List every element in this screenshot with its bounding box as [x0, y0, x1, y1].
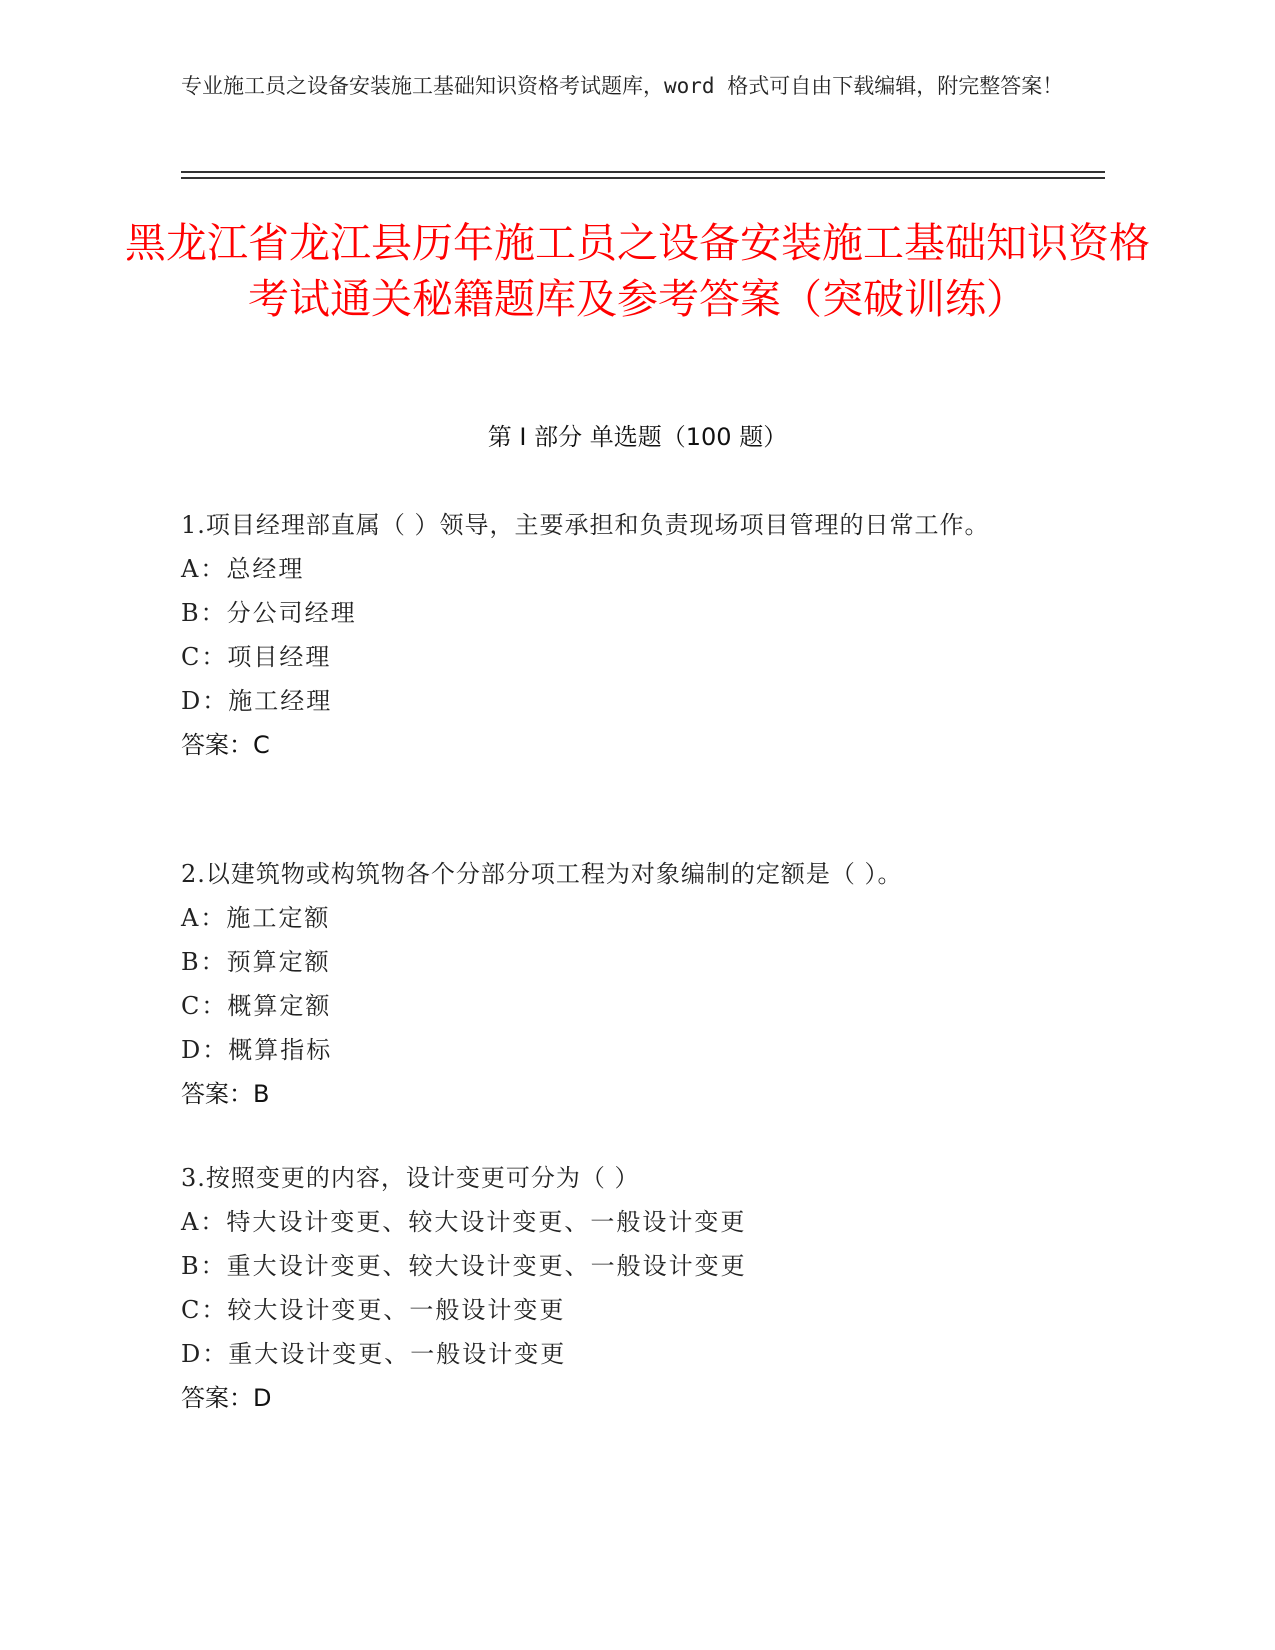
- question-block: [181, 503, 1041, 767]
- option-a: A：施工定额: [181, 904, 331, 932]
- header-divider-top: [181, 171, 1105, 173]
- option-d: D：施工经理: [181, 687, 333, 715]
- option-c: C：概算定额: [181, 992, 332, 1020]
- question-block: [181, 852, 1041, 1116]
- option-b: B：分公司经理: [181, 599, 357, 627]
- question-stem: 3.按照变更的内容，设计变更可分为（ ）: [181, 1164, 640, 1192]
- option-d: D：概算指标: [181, 1036, 333, 1064]
- header-divider-bottom: [181, 177, 1105, 179]
- page-header-intro: 专业施工员之设备安装施工基础知识资格考试题库，word 格式可自由下载编辑，附完整答案！: [181, 74, 1064, 98]
- option-b: B：重大设计变更、较大设计变更、一般设计变更: [181, 1252, 747, 1280]
- option-d: D：重大设计变更、一般设计变更: [181, 1340, 567, 1368]
- option-c: C：较大设计变更、一般设计变更: [181, 1296, 566, 1324]
- question-stem: 1.项目经理部直属（ ）领导，主要承担和负责现场项目管理的日常工作。: [181, 511, 990, 539]
- answer: 答案：C: [181, 731, 270, 759]
- option-a: A：总经理: [181, 555, 305, 583]
- answer: 答案：B: [181, 1080, 270, 1108]
- document-title: 黑龙江省龙江县历年施工员之设备安装施工基础知识资格考试通关秘籍题库及参考答案（突破训练）: [125, 219, 1150, 323]
- section-heading: 第 I 部分 单选题（100 题）: [487, 423, 788, 451]
- option-b: B：预算定额: [181, 948, 331, 976]
- question-stem: 2.以建筑物或构筑物各个分部分项工程为对象编制的定额是（ ）。: [181, 860, 903, 888]
- question-block: [181, 1156, 1041, 1420]
- option-a: A：特大设计变更、较大设计变更、一般设计变更: [181, 1208, 747, 1236]
- answer: 答案：D: [181, 1384, 272, 1412]
- option-c: C：项目经理: [181, 643, 332, 671]
